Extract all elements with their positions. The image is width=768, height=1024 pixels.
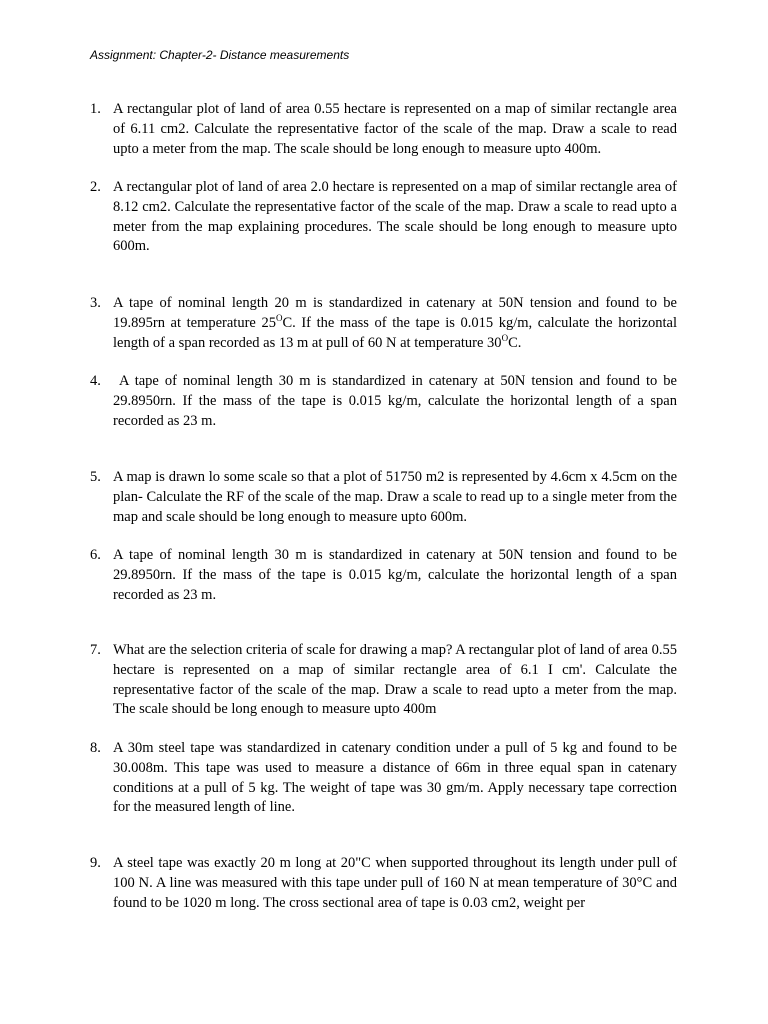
degree-superscript: O xyxy=(501,332,509,343)
question-8 xyxy=(90,739,677,818)
question-number: 3. xyxy=(90,295,101,311)
question-text: A rectangular plot of land of area 0.55 hectare is represented on a map of similar rectangle area of 6.11 cm2. Calculate the representative factor of the scale of the map. Draw a scale to read upto a meter from the map. The scale should be long enough to measure upto 400m. xyxy=(113,101,677,157)
degree-superscript: O xyxy=(275,312,283,323)
question-text: A steel tape was exactly 20 m long at 20"C when supported throughout its length under pull of 100 N. A line was measured with this tape under pull of 160 N at mean temperature of 30°C and found to be 1020 m long. The cross sectional area of tape is 0.03 cm2, weight per xyxy=(113,855,677,911)
question-text: A map is drawn lo some scale so that a plot of 51750 m2 is represented by 4.6cm x 4.5cm on the plan- Calculate the RF of the scale of the map. Draw a scale to read up to a single meter from the map and scale should be long enough to measure upto 600m. xyxy=(113,469,677,525)
question-text: A tape of nominal length 30 m is standardized in catenary at 50N tension and found to be 29.8950rn. If the mass of the tape is 0.015 kg/m, calculate the horizontal length of a span recorded as 23 m. xyxy=(113,547,677,603)
assignment-title: Assignment: Chapter-2- Distance measurements xyxy=(90,48,350,62)
question-text-part: C. If the mass of the tape is 0.015 kg/m, calculate the horizontal length of a span recorded as 13 m at pull of 60 N at temperature 30 xyxy=(113,314,677,351)
question-text-part: C. xyxy=(508,334,522,351)
question-text: A tape of nominal length 30 m is standardized in catenary at 50N tension and found to be 29.8950rn. If the mass of the tape is 0.015 kg/m, calculate the horizontal length of a span recorded as 23 m. xyxy=(113,373,681,429)
question-number: 4. xyxy=(90,373,101,389)
question-1 xyxy=(90,100,677,159)
question-text: A 30m steel tape was standardized in catenary condition under a pull of 5 kg and found to be 30.008m. This tape was used to measure a distance of 66m in three equal span in catenary conditions at a pull of 5 kg. The weight of tape was 30 gm/m. Apply necessary tape correction for the measured length of line. xyxy=(113,740,677,816)
question-3 xyxy=(90,294,677,353)
question-text xyxy=(113,294,677,353)
question-text: What are the selection criteria of scale for drawing a map? A rectangular plot of land of area 0.55 hectare is represented on a map of similar rectangle area of 6.1 I cm'. Calculate the representative factor of the scale of the map. Draw a scale to read upto a meter from the map. The scale should be long enough to measure upto 400m xyxy=(113,642,677,718)
question-text-part: A tape of nominal length 20 m is standardized in catenary at 50N tension and found to be 19.895rn at temperature 25 xyxy=(113,295,677,331)
question-number: 9. xyxy=(90,855,101,871)
question-4 xyxy=(90,372,681,431)
question-number: 7. xyxy=(90,642,101,658)
question-9 xyxy=(90,854,677,913)
question-2 xyxy=(90,178,677,257)
question-6 xyxy=(90,546,677,605)
question-number: 5. xyxy=(90,469,101,485)
question-number: 1. xyxy=(90,101,101,117)
question-number: 8. xyxy=(90,740,101,756)
question-number: 6. xyxy=(90,547,101,563)
question-number: 2. xyxy=(90,179,101,195)
question-7 xyxy=(90,641,677,720)
question-5 xyxy=(90,468,677,527)
question-text: A rectangular plot of land of area 2.0 hectare is represented on a map of similar rectangle area of 8.12 cm2. Calculate the representative factor of the scale of the map. Draw a scale to read upto a meter from the map explaining procedures. The scale should be long enough to measure upto 600m. xyxy=(113,179,677,255)
